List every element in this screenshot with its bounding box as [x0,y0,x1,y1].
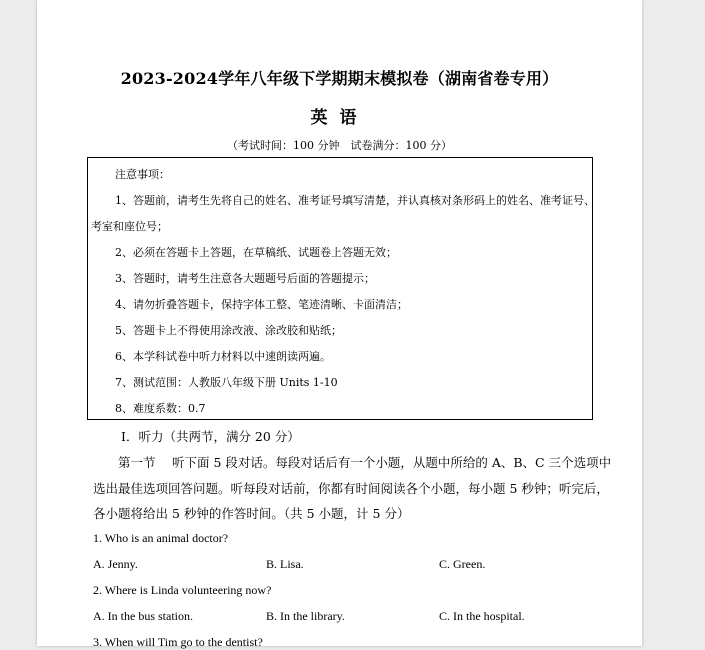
notice-item-1-line-2: 考室和座位号； [91,220,168,233]
exam-title: 2023-2024学年八年级下学期期末模拟卷（湖南省卷专用） [120,69,559,88]
part1-instruction-line-1: 第一节 听下面 5 段对话。每段对话后有一个小题，从题中所给的 A、B、C 三个选项中 [118,455,612,470]
notice-item-5: 5、答题卡上不得使用涂改液、涂改胶和贴纸； [115,324,342,337]
section-heading: Ⅰ．听力（共两节，满分 20 分） [121,429,300,444]
notice-item-4: 4、请勿折叠答题卡，保持字体工整、笔迹清晰、卡面清洁； [115,298,408,311]
question-2-option-c: C. In the hospital. [439,609,525,623]
notice-item-7: 7、测试范围：人教版八年级下册 Units 1-10 [115,376,338,389]
subject-title: 英语 [310,108,369,128]
question-3-stem: 3. When will Tim go to the dentist? [93,635,263,649]
notice-item-6: 6、本学科试卷中听力材料以中速朗读两遍。 [115,350,331,363]
document-page [37,0,642,649]
question-1-option-c: C. Green. [439,557,486,571]
question-1-stem: 1. Who is an animal doctor? [93,531,229,545]
question-1-option-a: A. Jenny. [93,557,138,571]
question-2-option-b: B. In the library. [266,609,345,623]
exam-info: （考试时间：100 分钟 试卷满分：100 分） [227,139,452,152]
question-1-option-b: B. Lisa. [266,557,304,571]
notice-heading: 注意事项： [115,168,170,181]
notice-item-3: 3、答题时，请考生注意各大题题号后面的答题提示； [115,272,375,285]
notice-box [87,157,593,420]
notice-item-8: 8、难度系数：0.7 [115,402,206,415]
part1-instruction-line-3: 各小题将给出 5 秒钟的作答时间。（共 5 小题，计 5 分） [93,506,410,521]
notice-item-1-line-1: 1、答题前，请考生先将自己的姓名、准考证号填写清楚，并认真核对条形码上的姓名、准考证号、 [115,194,595,207]
question-2-stem: 2. Where is Linda volunteering now? [93,583,272,597]
question-2-option-a: A. In the bus station. [93,609,193,623]
notice-item-2: 2、必须在答题卡上答题，在草稿纸、试题卷上答题无效； [115,246,397,259]
part1-instruction-line-2: 选出最佳选项回答问题。听每段对话前，你都有时间阅读各个小题，每小题 5 秒钟；听完后， [93,481,609,496]
